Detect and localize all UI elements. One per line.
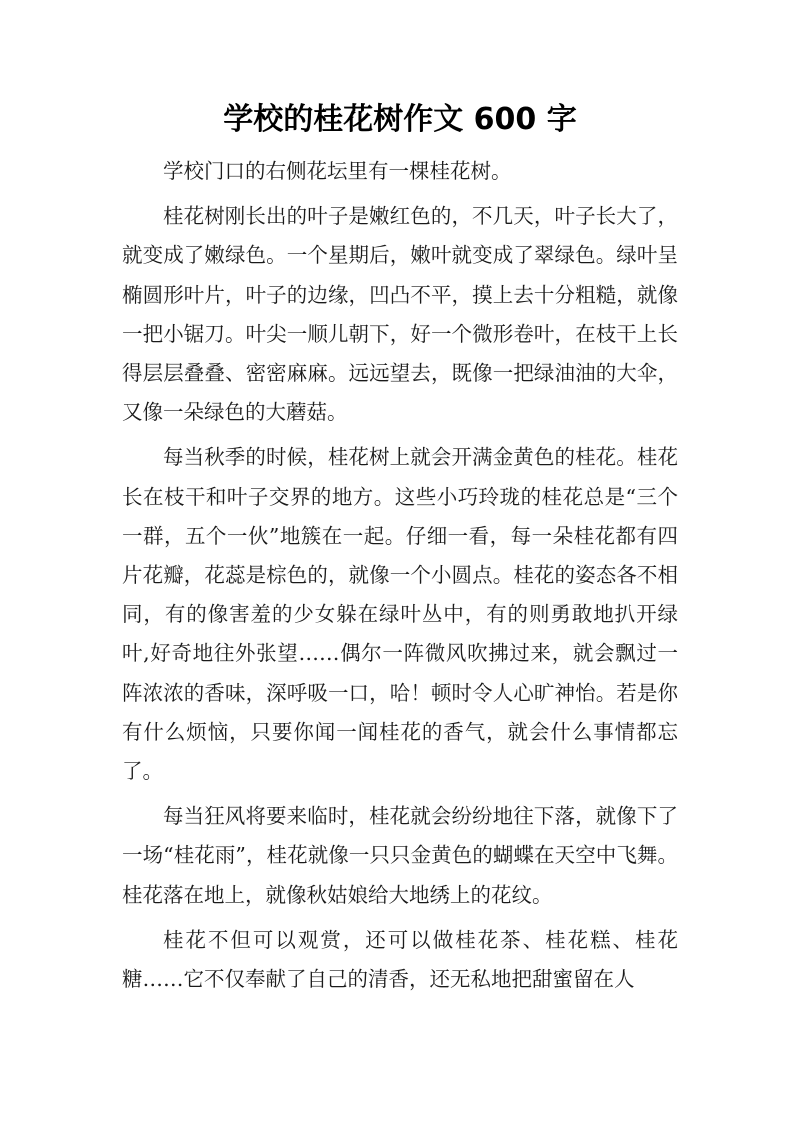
- paragraph-3: 每当秋季的时候，桂花树上就会开满金黄色的桂花。桂花长在枝干和叶子交界的地方。这些小巧玲珑的桂花总是“三个一群，五个一伙”地簇在一起。仔细一看，每一朵桂花都有四片花瓣，花蕊是棕色的，就像一个小圆点。桂花的姿态各不相同，有的像害羞的少女躲在绿叶丛中，有的则勇敢地扒开绿叶,好奇地往外张望……偶尔一阵微风吹拂过来，就会飘过一阵浓浓的香味，深呼吸一口，哈！顿时令人心旷神怡。若是你有什么烦恼，只要你闻一闻桂花的香气，就会什么事情都忘了。: [122, 445, 678, 784]
- paragraph-4: 每当狂风将要来临时，桂花就会纷纷地往下落，就像下了一场“桂花雨”，桂花就像一只只金黄色的蝴蝶在天空中飞舞。桂花落在地上，就像秋姑娘给大地绣上的花纹。: [122, 804, 678, 907]
- document-body: [122, 152, 678, 1005]
- paragraph-5: 桂花不但可以观赏，还可以做桂花茶、桂花糕、桂花糖……它不仅奉献了自己的清香，还无私地把甜蜜留在人: [122, 927, 678, 992]
- paragraph-2: 桂花树刚长出的叶子是嫩红色的，不几天，叶子长大了，就变成了嫩绿色。一个星期后，嫩叶就变成了翠绿色。绿叶呈椭圆形叶片，叶子的边缘，凹凸不平，摸上去十分粗糙，就像一把小锯刀。叶尖一顺儿朝下，好一个微形卷叶，在枝干上长得层层叠叠、密密麻麻。远远望去，既像一把绿油油的大伞，又像一朵绿色的大蘑菇。: [122, 204, 678, 425]
- document-title: 学校的桂花树作文 600 字: [223, 102, 577, 137]
- paragraph-1: 学校门口的右侧花坛里有一棵桂花树。: [163, 159, 512, 183]
